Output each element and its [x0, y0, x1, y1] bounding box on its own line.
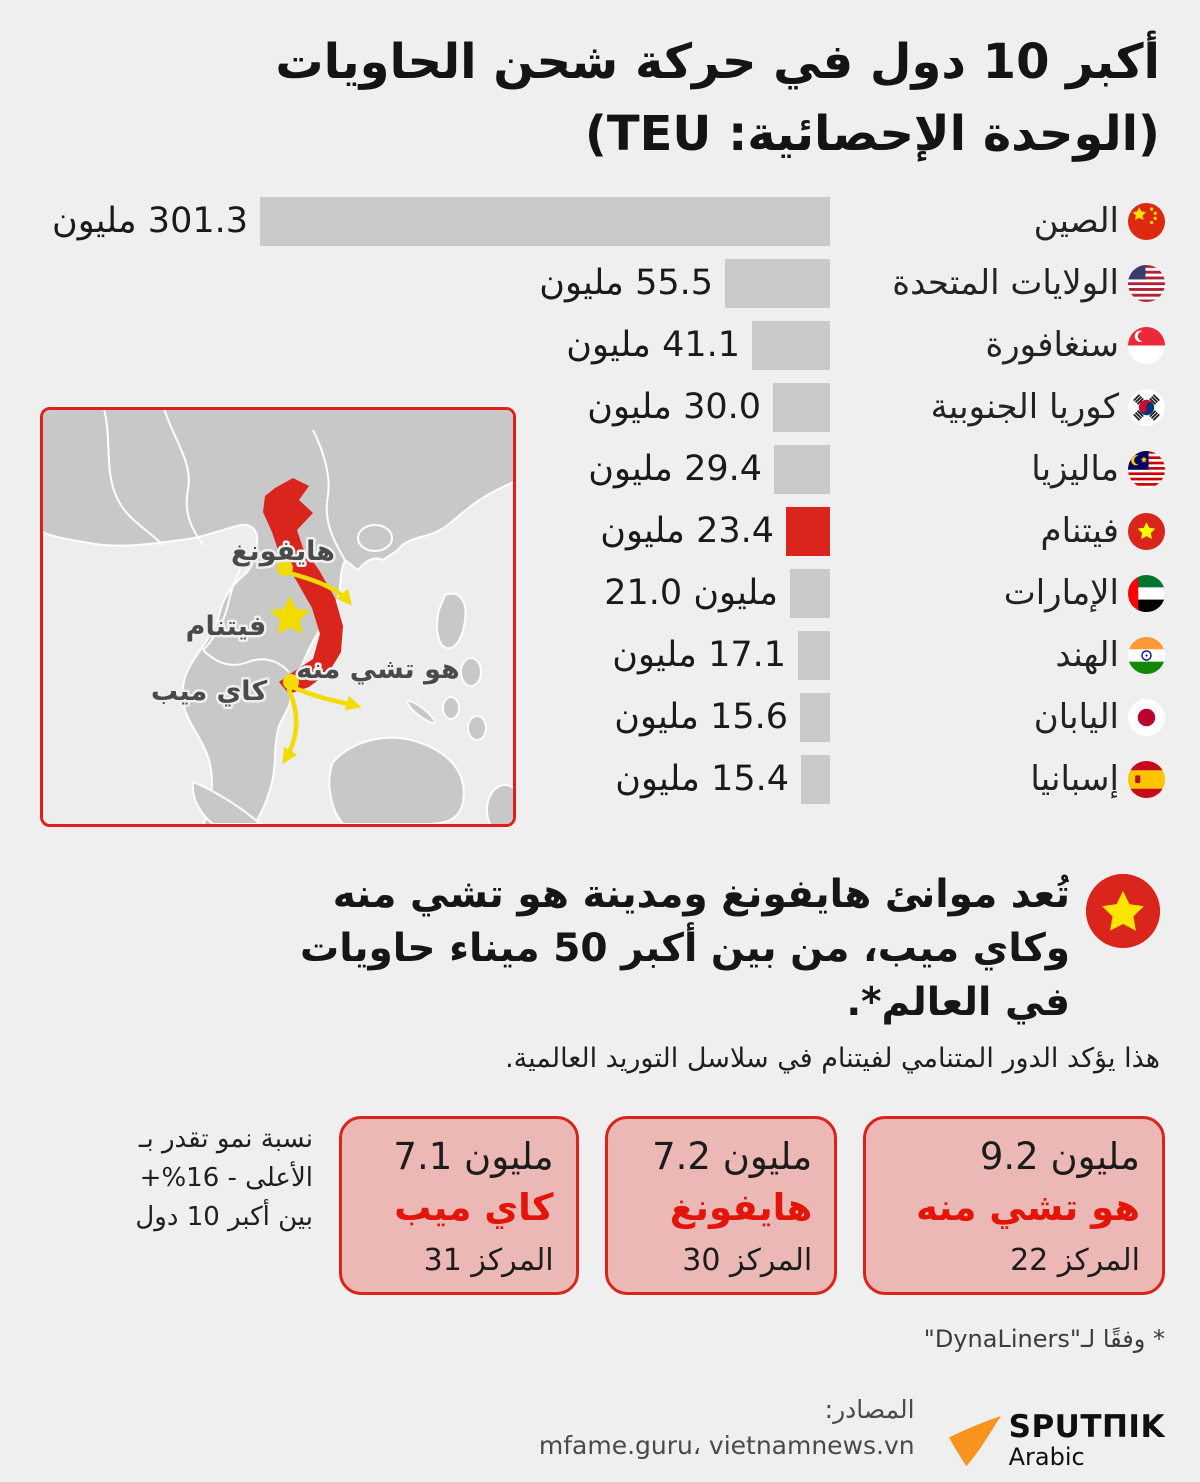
- growth-line-3: بين أكبر 10 دول: [135, 1202, 313, 1233]
- map-label-ho-chi-minh: هو تشي منه: [296, 654, 460, 685]
- infographic-title: [0, 0, 1200, 170]
- vietnam-ports-note: [40, 868, 1160, 1029]
- country-label: الإمارات: [1003, 573, 1119, 613]
- sources-list: mfame.guru، vietnamnews.vn: [538, 1430, 915, 1460]
- bar-vietnam-highlight: [786, 507, 830, 556]
- bar-singapore: [752, 321, 830, 370]
- bar-value-label: 55.5 مليون: [539, 263, 713, 303]
- country-label: الصين: [1033, 201, 1119, 241]
- sputnik-wordmark: SPUTΠIK: [1008, 1409, 1165, 1446]
- growth-line-2: +%16 - الأعلى: [139, 1163, 313, 1194]
- bar-value-label: 23.4 مليون: [600, 511, 774, 551]
- flag-india-icon: [1128, 637, 1165, 674]
- sputnik-arabic-label: Arabic: [1008, 1442, 1085, 1471]
- map-label-haiphong: هايفونغ: [231, 536, 335, 567]
- port-box-ho-chi-minh: [863, 1116, 1165, 1295]
- flag-china-icon: [1128, 203, 1165, 240]
- port-rank: المركز 30: [682, 1243, 813, 1279]
- sources-block: [539, 1392, 915, 1471]
- flag-usa-icon: [1128, 265, 1165, 302]
- country-label: سنغافورة: [985, 325, 1119, 365]
- growth-line-1: نسبة نمو تقدر بـ: [138, 1124, 313, 1155]
- dynaliners-footnote: * وفقًا لـ"DynaLiners": [923, 1325, 1165, 1354]
- bar-value-label: 15.4 مليون: [615, 759, 789, 799]
- flag-japan-icon: [1128, 699, 1165, 736]
- note-text: [300, 868, 1070, 1029]
- flag-singapore-icon: [1128, 327, 1165, 364]
- port-name: هايفونغ: [669, 1186, 813, 1230]
- port-rank-boxes: [55, 1116, 1165, 1295]
- bar-value-label: 301.3 مليون: [51, 201, 248, 241]
- port-box-haiphong: [605, 1116, 838, 1295]
- sputnik-emblem-icon: [949, 1415, 1001, 1467]
- country-label: فيتنام: [1040, 511, 1119, 551]
- note-line-1: تُعد موانئ هايفونغ ومدينة هو تشي منه: [332, 872, 1070, 917]
- port-name: كاي ميب: [394, 1186, 554, 1230]
- port-name: هو تشي منه: [915, 1186, 1140, 1230]
- map-label-vietnam: فيتنام: [185, 611, 267, 642]
- title-line-1: أكبر 10 دول في حركة شحن الحاويات: [275, 34, 1160, 90]
- port-volume: 7.2 مليون: [652, 1135, 813, 1179]
- port-rank: المركز 22: [1010, 1243, 1140, 1279]
- port-box-cai-mep: [339, 1116, 579, 1295]
- title-line-2: (الوحدة الإحصائية: TEU): [584, 106, 1160, 162]
- bar-spain: [801, 755, 830, 804]
- bar-uae: [790, 569, 830, 618]
- bar-value-label: 29.4 مليون: [588, 449, 762, 489]
- bar-value-label: 17.1 مليون: [612, 635, 786, 675]
- flag-spain-icon: [1128, 761, 1165, 798]
- flag-vietnam-icon: [1128, 513, 1165, 550]
- port-rank: المركز 31: [423, 1243, 554, 1279]
- bar-usa: [725, 259, 830, 308]
- bar-value-label: 15.6 مليون: [614, 697, 788, 737]
- growth-note: [55, 1116, 313, 1295]
- country-label: كوريا الجنوبية: [930, 387, 1119, 427]
- bar-value-label: 41.1 مليون: [566, 325, 740, 365]
- note-line-2: وكاي ميب، من بين أكبر 50 ميناء حاويات: [300, 925, 1070, 971]
- bar-china: [260, 197, 830, 246]
- flag-uae-icon: [1128, 575, 1165, 612]
- note-line-3: في العالم*.: [846, 979, 1070, 1025]
- country-label: الولايات المتحدة: [892, 263, 1119, 303]
- port-volume: 9.2 مليون: [979, 1135, 1140, 1179]
- supply-chain-subnote: هذا يؤكد الدور المتنامي لفيتنام في سلاسل التوريد العالمية.: [505, 1043, 1160, 1075]
- country-label: اليابان: [1033, 697, 1119, 737]
- bar-japan: [800, 693, 830, 742]
- credits-bar: [40, 1392, 1165, 1471]
- country-label: إسبانيا: [1030, 759, 1119, 799]
- bar-india: [798, 631, 830, 680]
- bar-value-label: 21.0 مليون: [604, 573, 778, 613]
- bar-value-label: 30.0 مليون: [587, 387, 761, 427]
- chart-row-usa: [40, 252, 1165, 314]
- chart-row-china: [40, 190, 1165, 252]
- sources-label: المصادر:: [824, 1394, 915, 1424]
- flag-malaysia-icon: [1128, 451, 1165, 488]
- chart-row-singapore: [40, 314, 1165, 376]
- bar-malaysia: [774, 445, 830, 494]
- country-label: ماليزيا: [1031, 449, 1119, 489]
- vietnam-flag-icon: [1086, 874, 1160, 948]
- flag-south-korea-icon: [1128, 389, 1165, 426]
- bar-south-korea: [773, 383, 830, 432]
- sputnik-logo: [949, 1411, 1165, 1470]
- vietnam-region-map: [40, 407, 516, 827]
- map-label-cai-mep: كاي ميب: [150, 676, 268, 707]
- port-volume: 7.1 مليون: [393, 1135, 554, 1179]
- country-label: الهند: [1055, 635, 1119, 675]
